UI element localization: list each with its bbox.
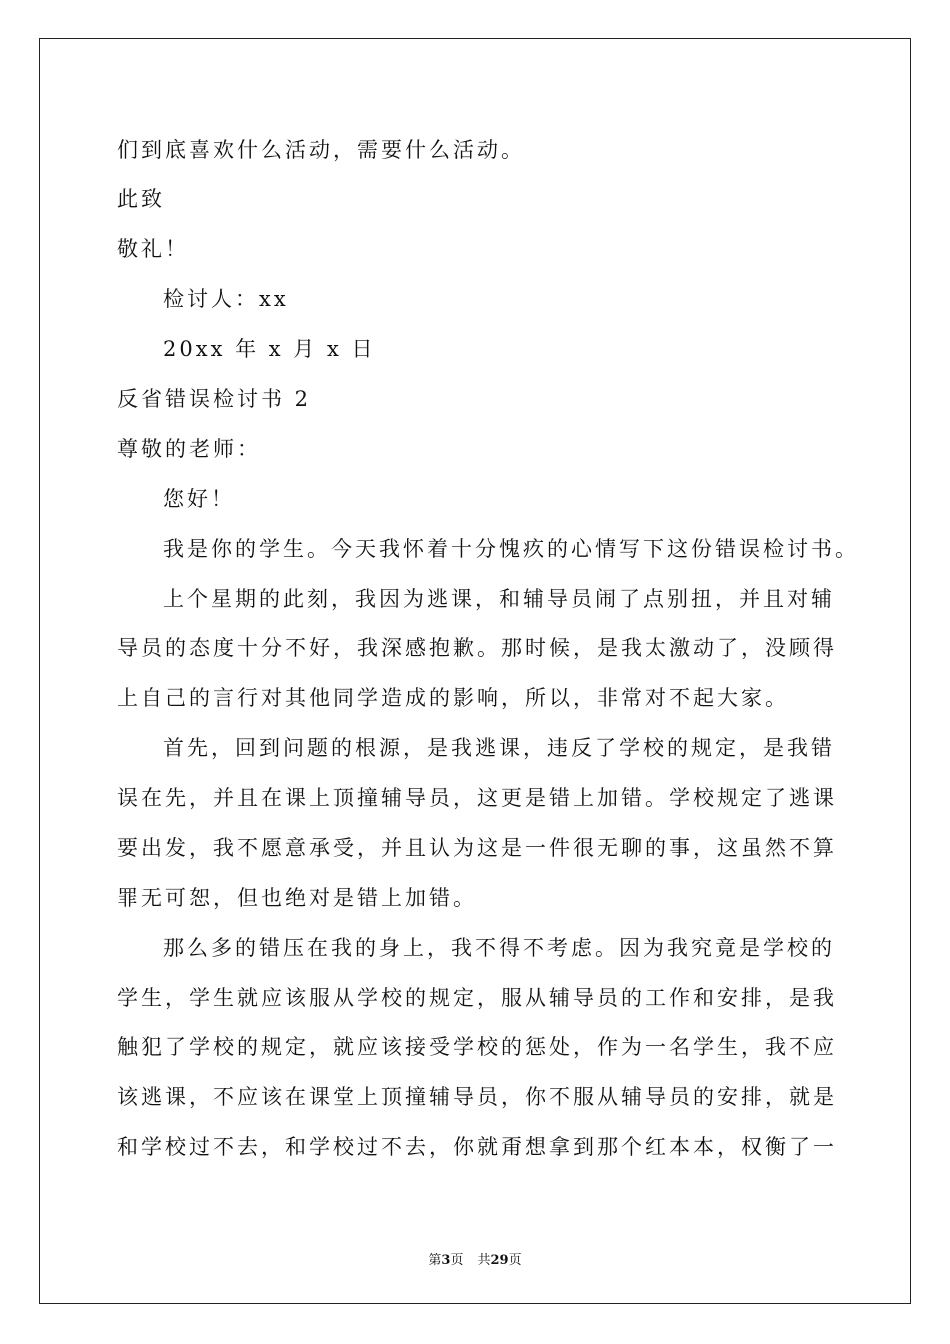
body-line: 误在先，并且在课上顶撞辅导员，这更是错上加错。学校规定了逃课 [117,786,837,810]
body-line: 们到底喜欢什么活动，需要什么活动。 [117,138,525,162]
greeting-hello: 您好！ [163,487,235,511]
closing-salutation: 此致 [117,187,165,211]
signature-author: 检讨人：xx [163,287,289,311]
body-line: 学生，学生就应该服从学校的规定，服从辅导员的工作和安排，是我 [117,986,837,1010]
greeting: 尊敬的老师： [117,437,261,461]
body-line: 触犯了学校的规定，就应该接受学校的惩处，作为一名学生，我不应 [117,1035,837,1059]
page-prefix: 第 [428,1253,442,1268]
body-line: 导员的态度十分不好，我深感抱歉。那时候，是我太激动了，没顾得 [117,636,837,660]
body-line: 首先，回到问题的根源，是我逃课，违反了学校的规定，是我错 [163,736,835,760]
page-footer [0,1249,950,1268]
page-suffix: 页 [450,1253,464,1268]
body-line: 上自己的言行对其他同学造成的影响，所以，非常对不起大家。 [117,686,789,710]
signature-date: 20xx 年 x 月 x 日 [163,337,376,361]
total-prefix: 共 [477,1253,491,1268]
page-border [39,38,911,1304]
total-suffix: 页 [508,1253,522,1268]
body-line: 和学校过不去，和学校过不去，你就甭想拿到那个红本本，权衡了一 [117,1135,837,1159]
section-title: 反省错误检讨书 2 [117,387,312,411]
body-line: 该逃课，不应该在课堂上顶撞辅导员，你不服从辅导员的安排，就是 [117,1085,837,1109]
body-line: 我是你的学生。今天我怀着十分愧疚的心情写下这份错误检讨书。 [163,537,859,561]
total-pages: 29 [490,1253,509,1268]
body-line: 那么多的错压在我的身上，我不得不考虑。因为我究竟是学校的 [163,936,835,960]
body-line: 上个星期的此刻，我因为逃课，和辅导员闹了点别扭，并且对辅 [163,587,835,611]
closing-regards: 敬礼！ [117,237,189,261]
page-number: 3 [441,1253,451,1268]
body-line: 罪无可恕，但也绝对是错上加错。 [117,886,477,910]
body-line: 要出发，我不愿意承受，并且认为这是一件很无聊的事，这虽然不算 [117,836,837,860]
